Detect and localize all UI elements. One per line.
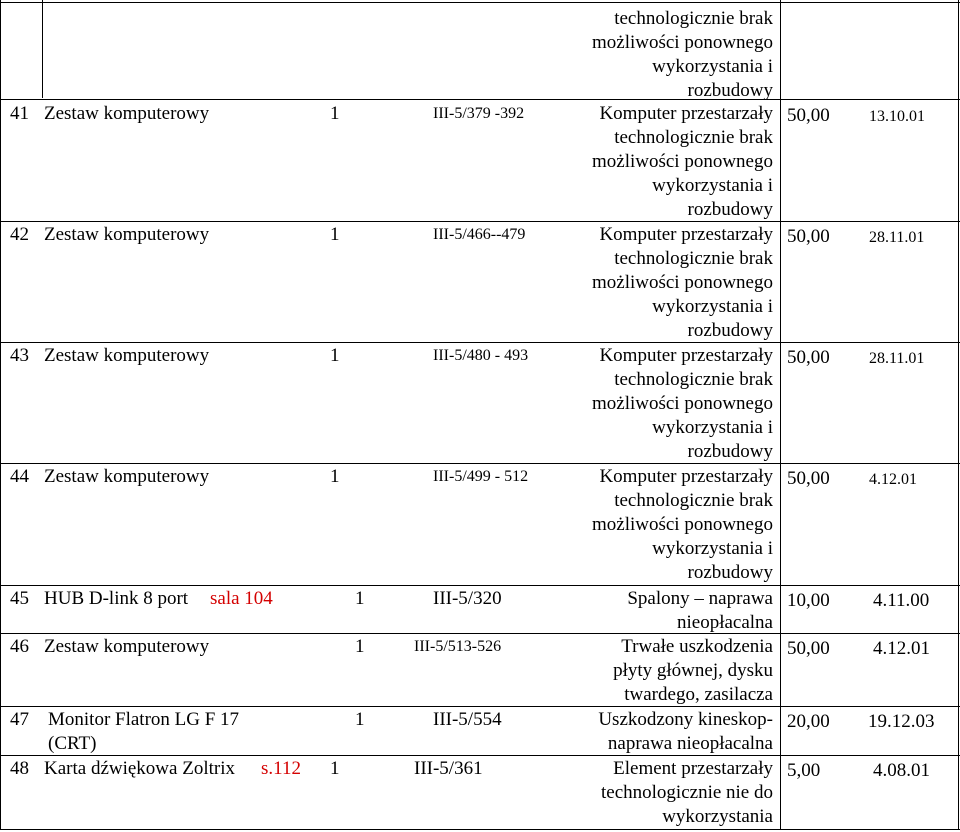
description-line: możliwości ponownego [591, 393, 773, 414]
table-border-top [0, 2, 960, 3]
item-location-note: s.112 [261, 758, 301, 779]
description-line: rozbudowy [687, 80, 773, 101]
item-description [533, 344, 773, 464]
description-line: technologicznie brak [614, 248, 773, 269]
description-line: możliwości ponownego [591, 32, 773, 53]
description-line: wykorzystania i [652, 538, 773, 559]
item-date: 4.12.01 [873, 638, 930, 659]
description-line: technologicznie nie do [601, 782, 773, 803]
item-value: 50,00 [787, 226, 830, 247]
description-line: Komputer przestarzały [599, 103, 773, 124]
row-separator [0, 755, 960, 756]
row-number: 42 [10, 224, 29, 245]
row-number: 44 [10, 466, 29, 487]
row-number: 43 [10, 345, 29, 366]
item-value: 50,00 [787, 468, 830, 489]
item-quantity: 1 [330, 345, 340, 366]
item-name: Zestaw komputerowy [44, 345, 210, 366]
item-quantity: 1 [330, 758, 340, 779]
description-line: nieopłacalna [676, 612, 773, 633]
row-separator [0, 99, 960, 100]
description-line: wykorzystania i [652, 56, 773, 77]
item-value: 50,00 [787, 638, 830, 659]
description-line: rozbudowy [687, 441, 773, 462]
description-line: technologicznie brak [614, 127, 773, 148]
table-divider-main [42, 0, 43, 98]
table-border-bottom [0, 829, 960, 830]
row-separator [0, 463, 960, 464]
item-name: Zestaw komputerowy [44, 103, 210, 124]
item-quantity: 1 [355, 709, 365, 730]
item-value: 10,00 [787, 590, 830, 611]
item-quantity: 1 [355, 636, 365, 657]
row-separator [0, 585, 960, 586]
item-quantity: 1 [330, 466, 340, 487]
item-date: 28.11.01 [869, 350, 925, 367]
description-line: Komputer przestarzały [599, 224, 773, 245]
description-line: Komputer przestarzały [599, 345, 773, 366]
row-number: 48 [10, 758, 29, 779]
row-number: 47 [10, 709, 29, 730]
item-value: 50,00 [787, 347, 830, 368]
inventory-number: III-5/379 -392 [433, 105, 525, 122]
inventory-number: III-5/361 [414, 758, 483, 779]
item-name: Zestaw komputerowy [44, 224, 210, 245]
row-separator [0, 221, 960, 222]
fragment-description [533, 7, 773, 103]
item-quantity: 1 [355, 588, 365, 609]
item-value: 50,00 [787, 105, 830, 126]
item-name: Karta dźwiękowa Zoltrix [44, 758, 235, 779]
inventory-number: III-5/320 [433, 588, 502, 609]
item-description [533, 223, 773, 343]
description-line: wykorzystania i [652, 417, 773, 438]
inventory-number: III-5/466--479 [433, 226, 526, 243]
inventory-number: III-5/513-526 [414, 638, 502, 655]
item-date: 19.12.03 [868, 711, 935, 732]
item-quantity: 1 [330, 224, 340, 245]
description-line: Spalony – naprawa [627, 588, 773, 609]
description-line: możliwości ponownego [591, 151, 773, 172]
item-date: 4.11.00 [873, 590, 930, 611]
inventory-number: III-5/554 [433, 709, 502, 730]
item-date: 13.10.01 [869, 108, 925, 125]
item-description [533, 587, 773, 635]
description-line: Uszkodzony kineskop- [598, 709, 773, 730]
item-date: 4.12.01 [869, 471, 917, 488]
description-line: Element przestarzały [613, 758, 773, 779]
item-name: Monitor Flatron LG F 17 [48, 709, 240, 730]
description-line: technologicznie brak [614, 8, 773, 29]
description-line: możliwości ponownego [591, 514, 773, 535]
description-line: rozbudowy [687, 562, 773, 583]
item-location-note: sala 104 [210, 588, 273, 609]
item-quantity: 1 [330, 103, 340, 124]
description-line: płyty głównej, dysku [613, 660, 773, 681]
description-line: naprawa nieopłacalna [607, 733, 773, 754]
item-date: 4.08.01 [873, 760, 930, 781]
description-line: wykorzystania i [652, 296, 773, 317]
item-value: 5,00 [787, 760, 821, 781]
description-line: możliwości ponownego [591, 272, 773, 293]
item-description [533, 102, 773, 222]
description-line: wykorzystania i [652, 175, 773, 196]
item-name-line2: (CRT) [48, 733, 97, 754]
item-name: HUB D-link 8 port [44, 588, 189, 609]
description-line: wykorzystania [662, 806, 773, 827]
description-line: twardego, zasilacza [624, 684, 773, 705]
row-separator [0, 633, 960, 634]
description-line: Komputer przestarzały [599, 466, 773, 487]
row-number: 41 [10, 103, 29, 124]
description-line: rozbudowy [687, 199, 773, 220]
row-number: 45 [10, 588, 29, 609]
item-name: Zestaw komputerowy [44, 466, 210, 487]
item-name: Zestaw komputerowy [44, 636, 210, 657]
row-number: 46 [10, 636, 29, 657]
inventory-number: III-5/499 - 512 [433, 468, 529, 485]
description-line: rozbudowy [687, 320, 773, 341]
description-line: Trwałe uszkodzenia [621, 636, 773, 657]
item-value: 20,00 [787, 711, 830, 732]
item-date: 28.11.01 [869, 229, 925, 246]
item-description [533, 465, 773, 585]
item-description [533, 757, 773, 829]
item-description [533, 708, 773, 756]
inventory-number: III-5/480 - 493 [433, 347, 529, 364]
item-description [533, 635, 773, 707]
row-separator [0, 706, 960, 707]
description-line: technologicznie brak [614, 369, 773, 390]
description-line: technologicznie brak [614, 490, 773, 511]
row-separator [0, 342, 960, 343]
